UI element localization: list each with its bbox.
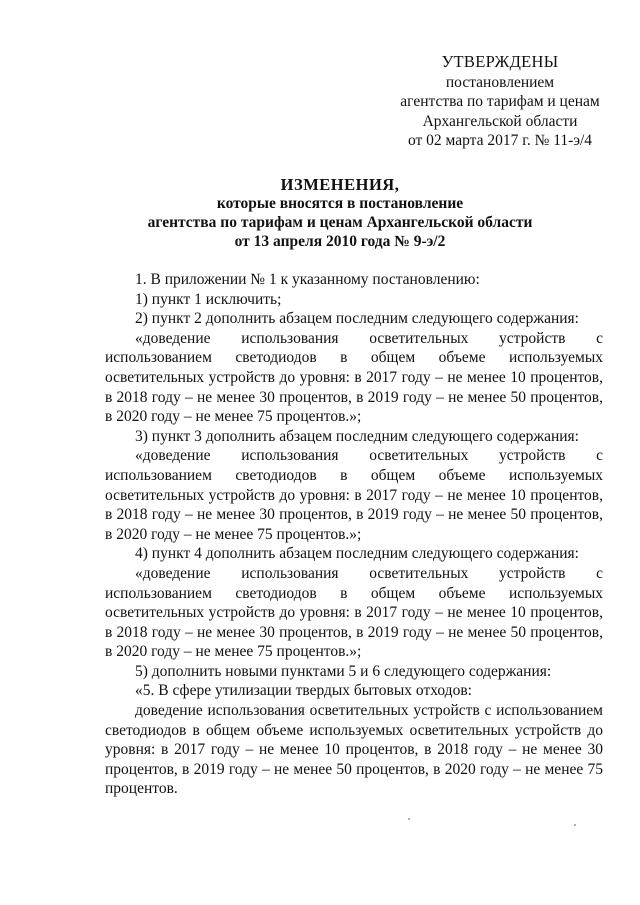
paragraph-subitem-4: 4) пункт 4 дополнить абзацем последним следующего содержания:: [135, 545, 579, 563]
paragraph-item-1: 1. В приложении № 1 к указанному постановлению:: [135, 271, 480, 288]
title-line: агентства по тарифам и ценам Архангельской области: [147, 214, 533, 231]
title-main: ИЗМЕНЕНИЯ,: [280, 175, 400, 194]
scan-speck: [574, 824, 576, 826]
approval-line: Архангельской области: [422, 112, 578, 130]
paragraph-quote: «доведение использования осветительных устройств с использованием светодиодов в общем объеме используемых осветительных устройств до уровня: в 2017 году – не менее 10 процентов, в 2018 году – не менее 30 процентов, в 2019 году – не менее 50 процентов, в 2020 году – не менее 75 процентов.»;: [105, 447, 603, 543]
title-line: которые вносятся в постановление: [216, 195, 464, 212]
paragraph-subitem-5: 5) дополнить новыми пунктами 5 и 6 следующего содержания:: [135, 662, 552, 680]
document-title: [60, 175, 620, 251]
approval-stamp: [380, 52, 620, 151]
approval-line: постановлением: [445, 73, 555, 91]
document-body: [105, 270, 603, 799]
paragraph-quote: «5. В сфере утилизации твердых бытовых отходов:: [135, 682, 472, 700]
paragraph-quote: доведение использования осветительных устройств с использованием светодиодов в общем объеме используемых осветительных устройств до уровня: в 2017 году – не менее 10 процентов, в 2018 году – не менее 30 процентов, в 2019 году – не менее 50 процентов, в 2020 году – не менее 75 процентов.: [105, 702, 603, 798]
scan-speck: [408, 818, 410, 820]
paragraph-subitem-3: 3) пункт 3 дополнить абзацем последним следующего содержания:: [135, 427, 579, 445]
approval-line: агентства по тарифам и ценам: [400, 93, 600, 110]
paragraph-quote: «доведение использования осветительных устройств с использованием светодиодов в общем объеме используемых осветительных устройств до уровня: в 2017 году – не менее 10 процентов, в 2018 году – не менее 30 процентов, в 2019 году – не менее 50 процентов, в 2020 году – не менее 75 процентов.»;: [105, 564, 603, 661]
paragraph-quote: «доведение использования осветительных устройств с использованием светодиодов в общем объеме используемых осветительных устройств до уровня: в 2017 году – не менее 10 процентов, в 2018 году – не менее 30 процентов, в 2019 году – не менее 50 процентов, в 2020 году – не менее 75 процентов.»;: [105, 329, 603, 426]
approval-heading: УТВЕРЖДЕНЫ: [441, 52, 559, 71]
paragraph-subitem-1: 1) пункт 1 исключить;: [135, 290, 282, 308]
paragraph-subitem-2: 2) пункт 2 дополнить абзацем последним следующего содержания:: [135, 310, 579, 328]
approval-date-line: от 02 марта 2017 г. № 11-э/4: [407, 132, 593, 149]
title-line: от 13 апреля 2010 года № 9-э/2: [234, 233, 446, 250]
